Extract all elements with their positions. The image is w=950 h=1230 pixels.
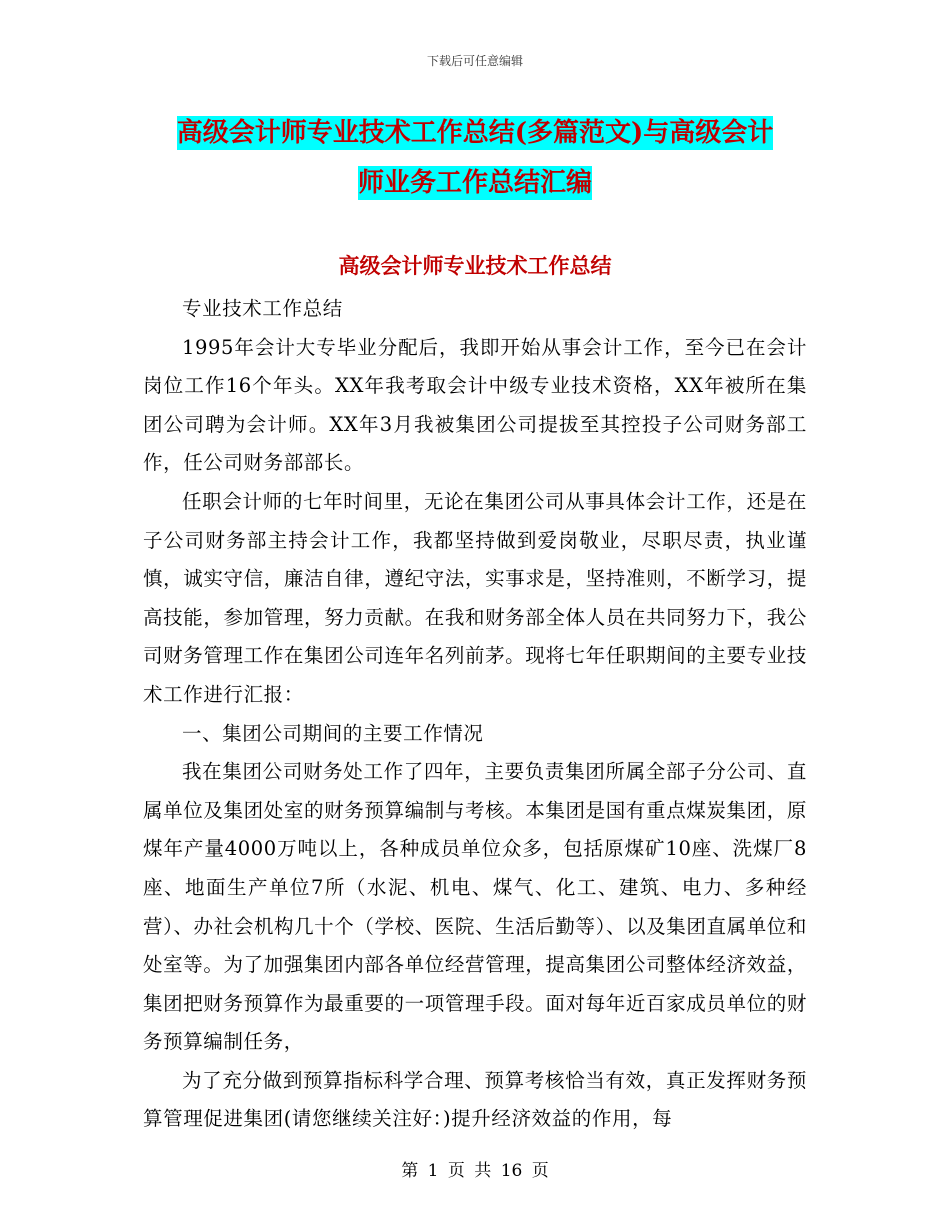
paragraph: 专业技术工作总结 [182, 297, 343, 320]
main-title-line-1: 高级会计师专业技术工作总结(多篇范文)与高级会计 [176, 118, 774, 148]
paragraph: 任职会计师的七年时间里，无论在集团公司从事具体会计工作，还是在子公司财务部主持会计工作，我都坚持做到爱岗敬业，尽职尽责，执业谨慎，诚实守信，廉洁自律，遵纪守法，实事求是，坚持准则，不断学习，提高技能，参加管理，努力贡献。在我和财务部全体人员在共同努力下，我公司财务管理工作在集团公司连年名列前茅。现将七年任职期间的主要专业技术工作进行汇报： [143, 489, 807, 706]
header-note: 下载后可任意编辑 [426, 54, 523, 68]
paragraph: 为了充分做到预算指标科学合理、预算考核恰当有效，真正发挥财务预算管理促进集团(请您继续关注好：)提升经济效益的作用，每 [143, 1068, 807, 1131]
section-title: 高级会计师专业技术工作总结 [338, 253, 612, 278]
document-main-title [140, 108, 810, 208]
paragraph: 我在集团公司财务处工作了四年，主要负责集团所属全部子分公司、直属单位及集团处室的财务预算编制与考核。本集团是国有重点煤炭集团，原煤年产量4000万吨以上，各种成员单位众多，包括原煤矿10座、洗煤厂8座、地面生产单位7所（水泥、机电、煤气、化工、建筑、电力、多种经营）、办社会机构几十个（学校、医院、生活后勤等）、以及集团直属单位和处室等。为了加强集团内部各单位经营管理，提高集团公司整体经济效益，集团把财务预算作为最重要的一项管理手段。面对每年近百家成员单位的财务预算编制任务， [143, 760, 807, 1054]
page-footer: 第 1 页 共 16 页 [401, 1161, 549, 1181]
paragraph: 1995年会计大专毕业分配后，我即开始从事会计工作，至今已在会计岗位工作16个年头。XX年我考取会计中级专业技术资格，XX年被所在集团公司聘为会计师。XX年3月我被集团公司提拔至其控投子公司财务部工作，任公司财务部部长。 [143, 335, 807, 475]
paragraph: 一、集团公司期间的主要工作情况 [182, 721, 484, 745]
document-body [143, 290, 807, 1139]
main-title-line-2: 师业务工作总结汇编 [357, 168, 592, 198]
